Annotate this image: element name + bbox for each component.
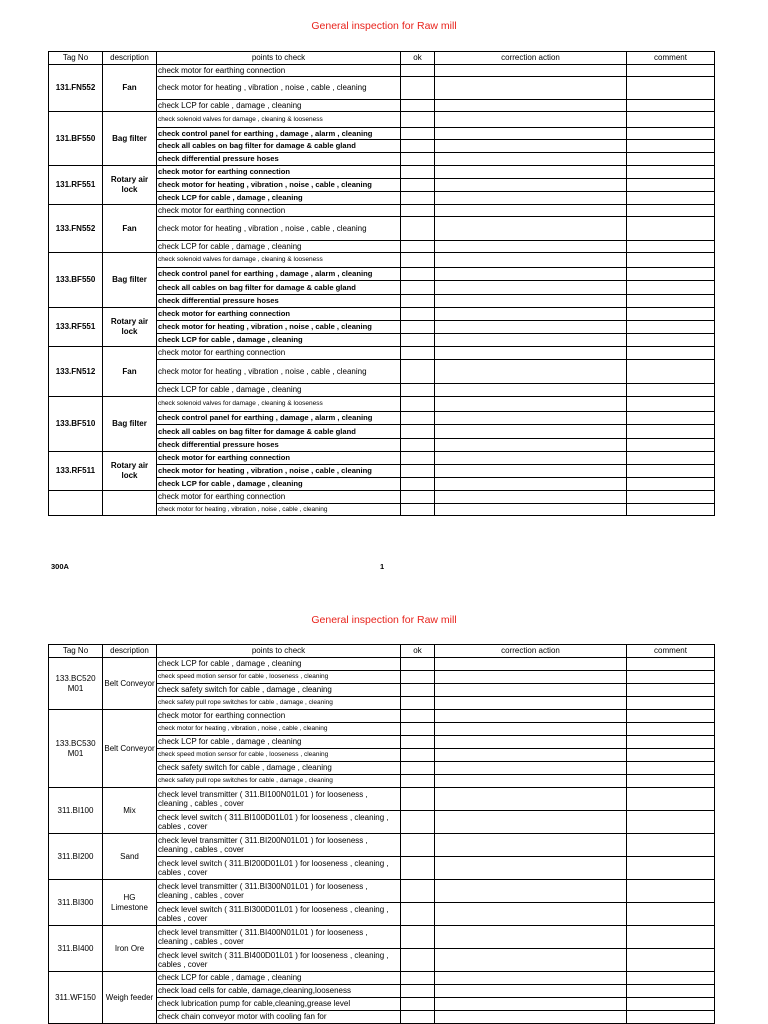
check-point-cell: check safety pull rope switches for cable , damage , cleaning (157, 775, 401, 788)
comment-cell[interactable] (627, 295, 715, 308)
tag-cell: 133.FN512 (49, 347, 103, 397)
check-point-cell: check solenoid valves for damage , cleaning & looseness (157, 253, 401, 268)
comment-cell[interactable] (627, 140, 715, 153)
table-row (49, 926, 715, 949)
ok-cell[interactable] (401, 762, 435, 775)
check-point-cell: check LCP for cable , damage , cleaning (157, 972, 401, 985)
ok-cell[interactable] (401, 504, 435, 516)
tag-cell: 311.BI400 (49, 926, 103, 972)
check-point-cell: check motor for heating , vibration , noise , cable , cleaning (157, 179, 401, 192)
check-point-cell: check motor for earthing connection (157, 308, 401, 321)
ok-cell[interactable] (401, 268, 435, 281)
check-point-cell: check level transmitter ( 311.BI100N01L01 ) for looseness , cleaning , cables , cover (157, 788, 401, 811)
ok-cell[interactable] (401, 281, 435, 295)
comment-cell[interactable] (627, 153, 715, 166)
check-point-cell: check LCP for cable , damage , cleaning (157, 241, 401, 253)
comment-cell[interactable] (627, 723, 715, 736)
description-cell: Bag filter (103, 397, 157, 452)
correction-action-cell[interactable] (435, 671, 627, 684)
correction-action-cell[interactable] (435, 384, 627, 397)
description-cell: Belt Conveyor (103, 710, 157, 788)
ok-cell[interactable] (401, 425, 435, 439)
check-point-cell: check level switch ( 311.BI200D01L01 ) for looseness , cleaning , cables , cover (157, 857, 401, 880)
ok-cell[interactable] (401, 697, 435, 710)
column-header: comment (627, 52, 715, 65)
table-row (49, 880, 715, 903)
description-cell: Iron Ore (103, 926, 157, 972)
tag-cell: 133.FN552 (49, 205, 103, 253)
ok-cell[interactable] (401, 998, 435, 1011)
table-row (49, 491, 715, 504)
column-header: points to check (157, 645, 401, 658)
column-header: ok (401, 52, 435, 65)
comment-cell[interactable] (627, 65, 715, 77)
table-body (49, 65, 715, 516)
check-point-cell: check motor for earthing connection (157, 166, 401, 179)
column-header: correction action (435, 52, 627, 65)
ok-cell[interactable] (401, 985, 435, 998)
correction-action-cell[interactable] (435, 425, 627, 439)
check-point-cell: check motor for earthing connection (157, 347, 401, 360)
correction-action-cell[interactable] (435, 684, 627, 697)
correction-action-cell[interactable] (435, 736, 627, 749)
correction-action-cell[interactable] (435, 788, 627, 811)
comment-cell[interactable] (627, 412, 715, 425)
correction-action-cell[interactable] (435, 321, 627, 334)
correction-action-cell[interactable] (435, 397, 627, 412)
comment-cell[interactable] (627, 998, 715, 1011)
ok-cell[interactable] (401, 857, 435, 880)
comment-cell[interactable] (627, 281, 715, 295)
table-row (49, 166, 715, 179)
comment-cell[interactable] (627, 360, 715, 384)
check-point-cell: check LCP for cable , damage , cleaning (157, 478, 401, 491)
tag-cell: 311.WF150 (49, 972, 103, 1024)
correction-action-cell[interactable] (435, 205, 627, 217)
ok-cell[interactable] (401, 112, 435, 128)
check-point-cell: check safety pull rope switches for cable , damage , cleaning (157, 697, 401, 710)
ok-cell[interactable] (401, 205, 435, 217)
tag-cell: 133.BF510 (49, 397, 103, 452)
ok-cell[interactable] (401, 775, 435, 788)
correction-action-cell[interactable] (435, 439, 627, 452)
column-header: ok (401, 645, 435, 658)
ok-cell[interactable] (401, 710, 435, 723)
check-point-cell: check safety switch for cable , damage , cleaning (157, 762, 401, 775)
check-point-cell: check differential pressure hoses (157, 439, 401, 452)
ok-cell[interactable] (401, 439, 435, 452)
ok-cell[interactable] (401, 308, 435, 321)
correction-action-cell[interactable] (435, 295, 627, 308)
column-header: description (103, 52, 157, 65)
ok-cell[interactable] (401, 465, 435, 478)
table-row (49, 308, 715, 321)
comment-cell[interactable] (627, 205, 715, 217)
correction-action-cell[interactable] (435, 762, 627, 775)
comment-cell[interactable] (627, 179, 715, 192)
correction-action-cell[interactable] (435, 775, 627, 788)
ok-cell[interactable] (401, 452, 435, 465)
correction-action-cell[interactable] (435, 412, 627, 425)
description-cell: Belt Conveyor (103, 658, 157, 710)
check-point-cell: check motor for heating , vibration , noise , cable , cleaning (157, 217, 401, 241)
table-row (49, 347, 715, 360)
comment-cell[interactable] (627, 857, 715, 880)
check-point-cell: check differential pressure hoses (157, 153, 401, 166)
ok-cell[interactable] (401, 153, 435, 166)
tag-cell: 311.BI300 (49, 880, 103, 926)
ok-cell[interactable] (401, 217, 435, 241)
correction-action-cell[interactable] (435, 926, 627, 949)
correction-action-cell[interactable] (435, 140, 627, 153)
ok-cell[interactable] (401, 834, 435, 857)
ok-cell[interactable] (401, 360, 435, 384)
tag-cell: 311.BI100 (49, 788, 103, 834)
tag-cell: 131.BF550 (49, 112, 103, 166)
ok-cell[interactable] (401, 972, 435, 985)
comment-cell[interactable] (627, 788, 715, 811)
check-point-cell: check solenoid valves for damage , cleaning & looseness (157, 397, 401, 412)
comment-cell[interactable] (627, 478, 715, 491)
ok-cell[interactable] (401, 723, 435, 736)
table-row (49, 452, 715, 465)
check-point-cell: check level transmitter ( 311.BI400N01L01 ) for looseness , cleaning , cables , cover (157, 926, 401, 949)
ok-cell[interactable] (401, 241, 435, 253)
comment-cell[interactable] (627, 384, 715, 397)
correction-action-cell[interactable] (435, 77, 627, 100)
inspection-table-1 (48, 51, 715, 516)
description-cell: Rotary air lock (103, 166, 157, 205)
ok-cell[interactable] (401, 412, 435, 425)
description-cell: Bag filter (103, 253, 157, 308)
table-row (49, 710, 715, 723)
comment-cell[interactable] (627, 736, 715, 749)
column-header: points to check (157, 52, 401, 65)
description-cell: HG Limestone (103, 880, 157, 926)
table-body (49, 658, 715, 1024)
correction-action-cell[interactable] (435, 749, 627, 762)
correction-action-cell[interactable] (435, 334, 627, 347)
comment-cell[interactable] (627, 834, 715, 857)
check-point-cell: check motor for heating , vibration , noise , cable , cleaning (157, 321, 401, 334)
ok-cell[interactable] (401, 334, 435, 347)
check-point-cell: check motor for heating , vibration , noise , cable , cleaning (157, 723, 401, 736)
correction-action-cell[interactable] (435, 308, 627, 321)
ok-cell[interactable] (401, 736, 435, 749)
correction-action-cell[interactable] (435, 985, 627, 998)
comment-cell[interactable] (627, 671, 715, 684)
correction-action-cell[interactable] (435, 857, 627, 880)
table-header-row (49, 52, 715, 65)
comment-cell[interactable] (627, 77, 715, 100)
correction-action-cell[interactable] (435, 65, 627, 77)
comment-cell[interactable] (627, 253, 715, 268)
check-point-cell: check level switch ( 311.BI300D01L01 ) for looseness , cleaning , cables , cover (157, 903, 401, 926)
description-cell: Sand (103, 834, 157, 880)
comment-cell[interactable] (627, 100, 715, 112)
comment-cell[interactable] (627, 903, 715, 926)
ok-cell[interactable] (401, 491, 435, 504)
check-point-cell: check LCP for cable , damage , cleaning (157, 192, 401, 205)
column-header: description (103, 645, 157, 658)
tag-cell: 133.BC520 M01 (49, 658, 103, 710)
comment-cell[interactable] (627, 926, 715, 949)
check-point-cell: check control panel for earthing , damage , alarm , cleaning (157, 128, 401, 140)
comment-cell[interactable] (627, 465, 715, 478)
ok-cell[interactable] (401, 684, 435, 697)
correction-action-cell[interactable] (435, 504, 627, 516)
check-point-cell: check level transmitter ( 311.BI200N01L01 ) for looseness , cleaning , cables , cover (157, 834, 401, 857)
check-point-cell: check motor for heating , vibration , noise , cable , cleaning (157, 360, 401, 384)
comment-cell[interactable] (627, 308, 715, 321)
comment-cell[interactable] (627, 347, 715, 360)
ok-cell[interactable] (401, 903, 435, 926)
table-header-row (49, 645, 715, 658)
comment-cell[interactable] (627, 321, 715, 334)
ok-cell[interactable] (401, 749, 435, 762)
tag-cell (49, 491, 103, 516)
ok-cell[interactable] (401, 384, 435, 397)
check-point-cell: check LCP for cable , damage , cleaning (157, 384, 401, 397)
comment-cell[interactable] (627, 762, 715, 775)
check-point-cell: check level transmitter ( 311.BI300N01L01 ) for looseness , cleaning , cables , cover (157, 880, 401, 903)
comment-cell[interactable] (627, 452, 715, 465)
check-point-cell: check motor for heating , vibration , noise , cable , cleaning (157, 504, 401, 516)
correction-action-cell[interactable] (435, 268, 627, 281)
tag-cell: 133.BC530 M01 (49, 710, 103, 788)
correction-action-cell[interactable] (435, 253, 627, 268)
description-cell: Mix (103, 788, 157, 834)
check-point-cell: check all cables on bag filter for damage & cable gland (157, 140, 401, 153)
correction-action-cell[interactable] (435, 281, 627, 295)
footer-code: 300A (51, 562, 69, 571)
comment-cell[interactable] (627, 658, 715, 671)
ok-cell[interactable] (401, 880, 435, 903)
tag-cell: 131.RF551 (49, 166, 103, 205)
ok-cell[interactable] (401, 949, 435, 972)
ok-cell[interactable] (401, 321, 435, 334)
check-point-cell: check motor for earthing connection (157, 491, 401, 504)
correction-action-cell[interactable] (435, 112, 627, 128)
tag-cell: 133.RF551 (49, 308, 103, 347)
check-point-cell: check control panel for earthing , damage , alarm , cleaning (157, 268, 401, 281)
comment-cell[interactable] (627, 334, 715, 347)
correction-action-cell[interactable] (435, 153, 627, 166)
check-point-cell: check lubrication pump for cable,cleaning,grease level (157, 998, 401, 1011)
ok-cell[interactable] (401, 788, 435, 811)
correction-action-cell[interactable] (435, 347, 627, 360)
comment-cell[interactable] (627, 268, 715, 281)
description-cell: Fan (103, 65, 157, 112)
check-point-cell: check level switch ( 311.BI400D01L01 ) for looseness , cleaning , cables , cover (157, 949, 401, 972)
check-point-cell: check motor for earthing connection (157, 205, 401, 217)
check-point-cell: check all cables on bag filter for damage & cable gland (157, 425, 401, 439)
check-point-cell: check LCP for cable , damage , cleaning (157, 100, 401, 112)
description-cell: Rotary air lock (103, 308, 157, 347)
check-point-cell: check control panel for earthing , damage , alarm , cleaning (157, 412, 401, 425)
column-header: Tag No (49, 645, 103, 658)
correction-action-cell[interactable] (435, 1011, 627, 1024)
correction-action-cell[interactable] (435, 100, 627, 112)
ok-cell[interactable] (401, 166, 435, 179)
ok-cell[interactable] (401, 1011, 435, 1024)
check-point-cell: check LCP for cable , damage , cleaning (157, 736, 401, 749)
comment-cell[interactable] (627, 439, 715, 452)
comment-cell[interactable] (627, 985, 715, 998)
table-row (49, 205, 715, 217)
comment-cell[interactable] (627, 811, 715, 834)
comment-cell[interactable] (627, 217, 715, 241)
comment-cell[interactable] (627, 112, 715, 128)
comment-cell[interactable] (627, 684, 715, 697)
comment-cell[interactable] (627, 241, 715, 253)
ok-cell[interactable] (401, 192, 435, 205)
ok-cell[interactable] (401, 140, 435, 153)
correction-action-cell[interactable] (435, 811, 627, 834)
page-number: 1 (380, 562, 385, 571)
comment-cell[interactable] (627, 880, 715, 903)
ok-cell[interactable] (401, 671, 435, 684)
ok-cell[interactable] (401, 179, 435, 192)
inspection-table-2 (48, 644, 715, 1024)
comment-cell[interactable] (627, 491, 715, 504)
correction-action-cell[interactable] (435, 241, 627, 253)
correction-action-cell[interactable] (435, 834, 627, 857)
correction-action-cell[interactable] (435, 880, 627, 903)
check-point-cell: check level switch ( 311.BI100D01L01 ) for looseness , cleaning , cables , cover (157, 811, 401, 834)
comment-cell[interactable] (627, 192, 715, 205)
check-point-cell: check motor for earthing connection (157, 710, 401, 723)
description-cell: Rotary air lock (103, 452, 157, 491)
comment-cell[interactable] (627, 710, 715, 723)
page-title: General inspection for Raw mill (311, 20, 457, 32)
correction-action-cell[interactable] (435, 949, 627, 972)
correction-action-cell[interactable] (435, 710, 627, 723)
check-point-cell: check motor for heating , vibration , noise , cable , cleaning (157, 77, 401, 100)
tag-cell: 133.RF511 (49, 452, 103, 491)
ok-cell[interactable] (401, 397, 435, 412)
column-header: Tag No (49, 52, 103, 65)
description-cell: Fan (103, 347, 157, 397)
ok-cell[interactable] (401, 926, 435, 949)
ok-cell[interactable] (401, 347, 435, 360)
correction-action-cell[interactable] (435, 723, 627, 736)
table-row (49, 65, 715, 77)
correction-action-cell[interactable] (435, 360, 627, 384)
correction-action-cell[interactable] (435, 903, 627, 926)
check-point-cell: check solenoid valves for damage , cleaning & looseness (157, 112, 401, 128)
tag-cell: 133.BF550 (49, 253, 103, 308)
correction-action-cell[interactable] (435, 491, 627, 504)
table-row (49, 658, 715, 671)
correction-action-cell[interactable] (435, 128, 627, 140)
check-point-cell: check load cells for cable, damage,cleaning,looseness (157, 985, 401, 998)
check-point-cell: check LCP for cable , damage , cleaning (157, 658, 401, 671)
check-point-cell: check speed motion sensor for cable , looseness , cleaning (157, 749, 401, 762)
column-header: correction action (435, 645, 627, 658)
description-cell: Bag filter (103, 112, 157, 166)
comment-cell[interactable] (627, 972, 715, 985)
table-row (49, 397, 715, 412)
table-row (49, 834, 715, 857)
comment-cell[interactable] (627, 504, 715, 516)
comment-cell[interactable] (627, 1011, 715, 1024)
correction-action-cell[interactable] (435, 179, 627, 192)
check-point-cell: check chain conveyor motor with cooling fan for (157, 1011, 401, 1024)
check-point-cell: check differential pressure hoses (157, 295, 401, 308)
comment-cell[interactable] (627, 697, 715, 710)
page-title: General inspection for Raw mill (311, 614, 457, 626)
check-point-cell: check motor for earthing connection (157, 65, 401, 77)
check-point-cell: check motor for earthing connection (157, 452, 401, 465)
comment-cell[interactable] (627, 949, 715, 972)
description-cell: Fan (103, 205, 157, 253)
tag-cell: 131.FN552 (49, 65, 103, 112)
comment-cell[interactable] (627, 775, 715, 788)
correction-action-cell[interactable] (435, 217, 627, 241)
ok-cell[interactable] (401, 65, 435, 77)
ok-cell[interactable] (401, 100, 435, 112)
correction-action-cell[interactable] (435, 192, 627, 205)
ok-cell[interactable] (401, 77, 435, 100)
ok-cell[interactable] (401, 128, 435, 140)
correction-action-cell[interactable] (435, 697, 627, 710)
tag-cell: 311.BI200 (49, 834, 103, 880)
correction-action-cell[interactable] (435, 998, 627, 1011)
column-header: comment (627, 645, 715, 658)
comment-cell[interactable] (627, 128, 715, 140)
correction-action-cell[interactable] (435, 166, 627, 179)
check-point-cell: check speed motion sensor for cable , looseness , cleaning (157, 671, 401, 684)
comment-cell[interactable] (627, 425, 715, 439)
comment-cell[interactable] (627, 397, 715, 412)
correction-action-cell[interactable] (435, 658, 627, 671)
comment-cell[interactable] (627, 749, 715, 762)
correction-action-cell[interactable] (435, 478, 627, 491)
correction-action-cell[interactable] (435, 465, 627, 478)
table-row (49, 788, 715, 811)
check-point-cell: check LCP for cable , damage , cleaning (157, 334, 401, 347)
table-row (49, 972, 715, 985)
table-row (49, 253, 715, 268)
comment-cell[interactable] (627, 166, 715, 179)
ok-cell[interactable] (401, 253, 435, 268)
correction-action-cell[interactable] (435, 972, 627, 985)
correction-action-cell[interactable] (435, 452, 627, 465)
check-point-cell: check motor for heating , vibration , noise , cable , cleaning (157, 465, 401, 478)
check-point-cell: check all cables on bag filter for damage & cable gland (157, 281, 401, 295)
ok-cell[interactable] (401, 658, 435, 671)
description-cell (103, 491, 157, 516)
ok-cell[interactable] (401, 295, 435, 308)
ok-cell[interactable] (401, 811, 435, 834)
ok-cell[interactable] (401, 478, 435, 491)
description-cell: Weigh feeder (103, 972, 157, 1024)
table-row (49, 112, 715, 128)
check-point-cell: check safety switch for cable , damage , cleaning (157, 684, 401, 697)
